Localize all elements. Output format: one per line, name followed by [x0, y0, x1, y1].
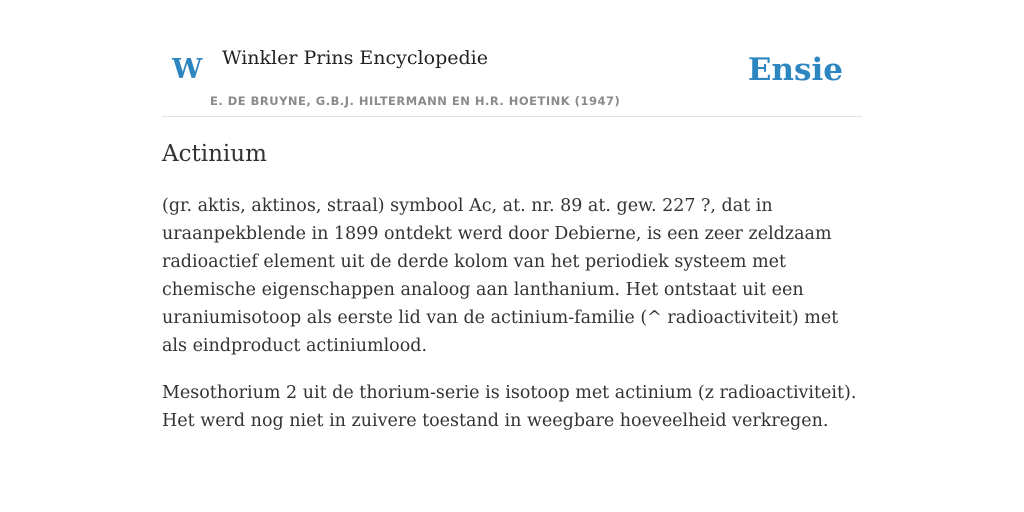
- source-header: [162, 0, 862, 117]
- entry-title: Actinium: [162, 141, 267, 167]
- source-logo-icon[interactable]: W: [172, 54, 203, 85]
- source-title[interactable]: Winkler Prins Encyclopedie: [222, 47, 488, 69]
- entry-paragraph: Mesothorium 2 uit de thorium-serie is isotoop met actinium (z radioactiviteit). Het werd nog niet in zuivere toestand in weegbare hoeveelheid verkregen.: [162, 383, 857, 431]
- entry-body: [162, 192, 862, 454]
- page: [162, 0, 862, 512]
- source-authors: E. DE BRUYNE, G.B.J. HILTERMANN EN H.R. HOETINK (1947): [210, 94, 621, 108]
- brand-logo[interactable]: Ensie: [747, 52, 843, 88]
- entry-paragraph: (gr. aktis, aktinos, straal) symbool Ac, at. nr. 89 at. gew. 227 ?, dat in uraanpekblende in 1899 ontdekt werd door Debierne, is een zeer zeldzaam radioactief element uit de derde kolom van het periodiek systeem met chemische eigenschappen analoog aan lanthanium. Het ontstaat uit een uraniumisotoop als eerste lid van de actinium-familie (^ radioactiviteit) met als eindproduct actiniumlood.: [162, 196, 839, 356]
